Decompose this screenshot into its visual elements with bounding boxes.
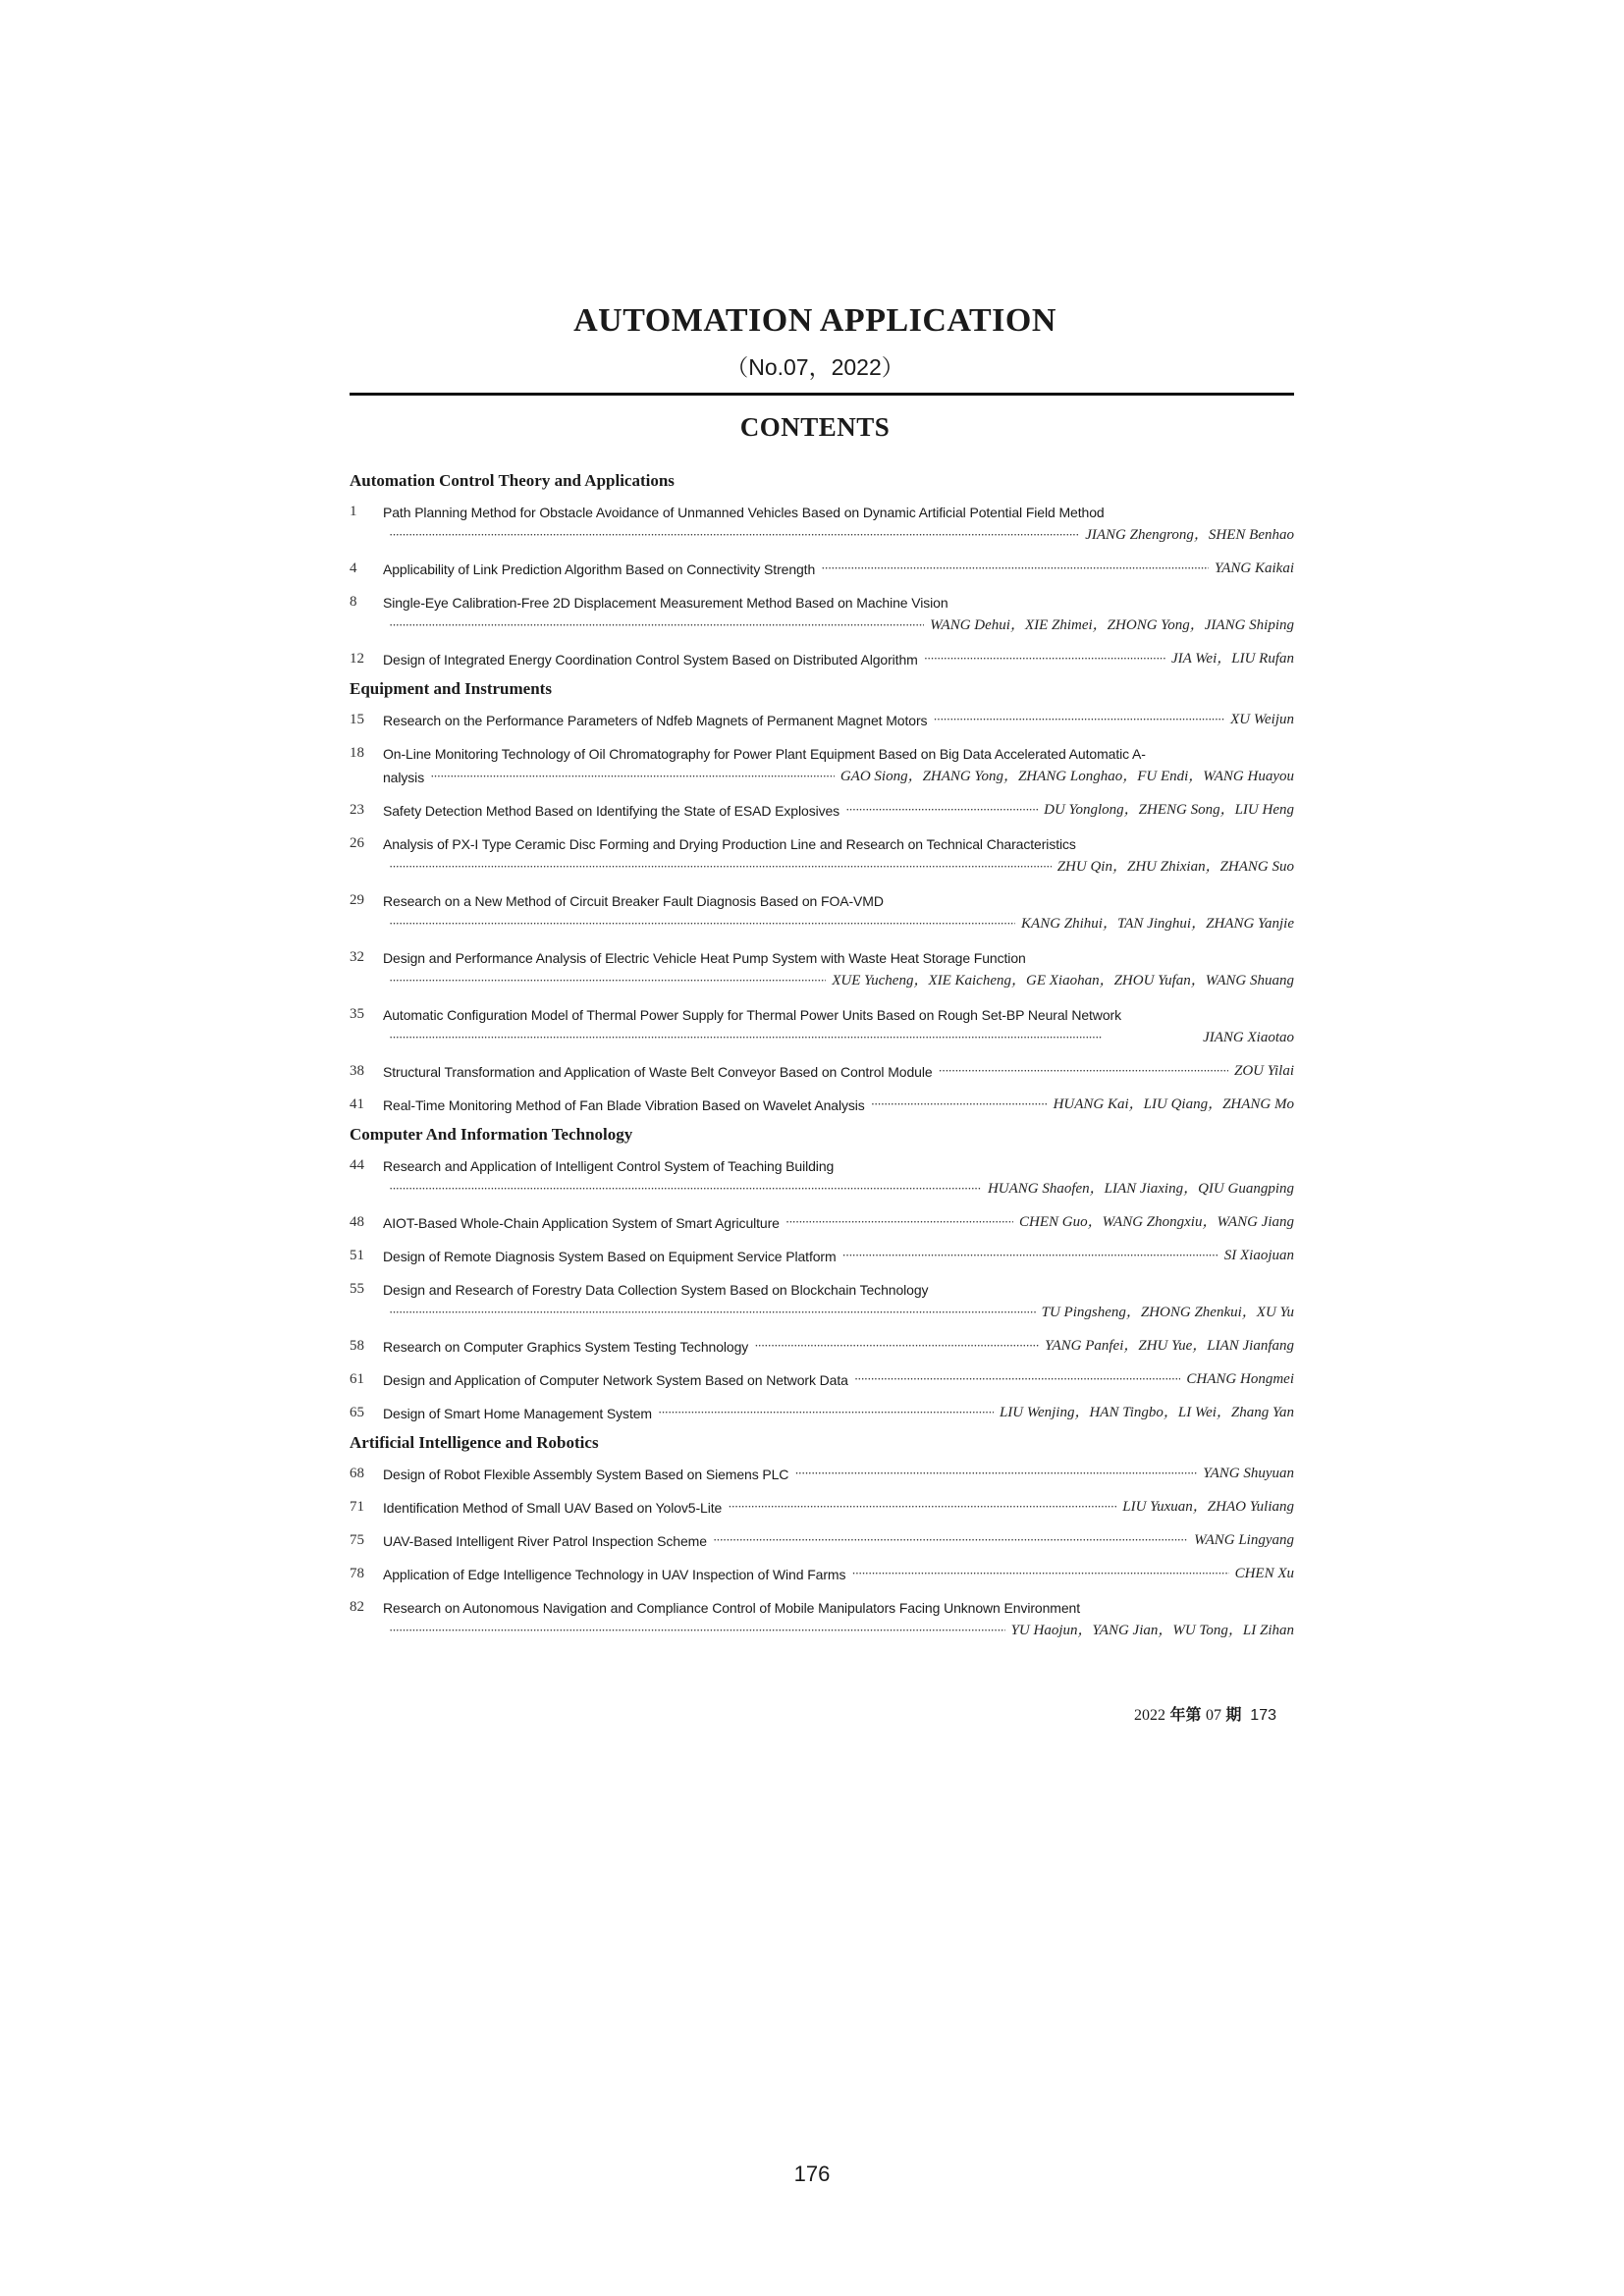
- toc-entry[interactable]: [350, 1492, 1294, 1516]
- toc-entry-continuation: [383, 1616, 1294, 1639]
- entry-authors: LIU Yuxuan，ZHAO Yuliang: [1122, 1499, 1294, 1515]
- entry-page-number: 48: [350, 1214, 364, 1230]
- entry-authors: DU Yonglong，ZHENG Song，LIU Heng: [1044, 802, 1294, 818]
- entry-page-number: 65: [350, 1405, 364, 1420]
- dot-leader: [854, 1370, 1181, 1388]
- entry-authors: KANG Zhihui，TAN Jinghui，ZHANG Yanjie: [1021, 916, 1294, 932]
- toc-entry[interactable]: [350, 1559, 1294, 1582]
- section-heading: Equipment and Instruments: [350, 679, 552, 698]
- toc-entry[interactable]: [350, 1331, 1294, 1355]
- header-rule: [350, 393, 1294, 396]
- toc-entry-continuation: [383, 852, 1294, 876]
- journal-title: AUTOMATION APPLICATION: [573, 302, 1056, 339]
- entry-page-number: 44: [350, 1157, 364, 1173]
- dot-leader: [785, 1213, 1013, 1231]
- dot-leader: [658, 1404, 994, 1421]
- dot-leader: [939, 1062, 1228, 1080]
- entry-title: Design of Smart Home Management System: [383, 1406, 652, 1421]
- entry-title: Research on Autonomous Navigation and Compliance Control of Mobile Manipulators Facing Unknown Environment: [383, 1600, 1081, 1616]
- toc-entry-continuation: [383, 762, 1294, 785]
- entry-page-number: 32: [350, 949, 364, 965]
- entry-authors: ZHU Qin，ZHU Zhixian，ZHANG Suo: [1056, 859, 1294, 875]
- entry-title: Single-Eye Calibration-Free 2D Displacement Measurement Method Based on Machine Vision: [383, 595, 948, 611]
- toc-entry[interactable]: [350, 644, 1294, 667]
- entry-title: Design and Research of Forestry Data Collection System Based on Blockchain Technology: [383, 1282, 929, 1298]
- entry-authors: XUE Yucheng，XIE Kaicheng，GE Xiaohan，ZHOU Yufan，WANG Shuang: [832, 973, 1294, 988]
- entry-authors: JIA Wei，LIU Rufan: [1171, 651, 1294, 667]
- dot-leader: [389, 1304, 1036, 1321]
- dot-leader: [430, 768, 835, 785]
- page-info-issue-suffix: 期: [1225, 1707, 1242, 1724]
- dot-leader: [845, 801, 1038, 819]
- entry-authors: WANG Lingyang: [1194, 1532, 1294, 1548]
- entry-page-number: 78: [350, 1566, 364, 1581]
- issue-number: （No.07，2022）: [726, 354, 904, 380]
- toc-entry[interactable]: [350, 738, 1294, 762]
- entry-page-number: 23: [350, 802, 364, 818]
- page-info: [1134, 1702, 1276, 1725]
- entry-page-number: 82: [350, 1599, 364, 1615]
- toc-entry[interactable]: [350, 942, 1294, 966]
- dot-leader: [389, 1029, 1197, 1046]
- entry-title: On-Line Monitoring Technology of Oil Chromatography for Power Plant Equipment Based on Big Data Accelerated Automatic A-: [383, 746, 1146, 762]
- footer-page-number: 176: [793, 2162, 831, 2186]
- dot-leader: [754, 1337, 1039, 1355]
- entry-title: Path Planning Method for Obstacle Avoidance of Unmanned Vehicles Based on Dynamic Artificial Potential Field Method: [383, 505, 1105, 520]
- toc-entry[interactable]: [350, 1525, 1294, 1549]
- entry-authors: JIANG Zhengrong，SHEN Benhao: [1085, 527, 1294, 543]
- entry-authors: GAO Siong，ZHANG Yong，ZHANG Longhao，FU Endi，WANG Huayou: [839, 769, 1294, 784]
- entry-authors: JIANG Xiaotao: [1203, 1030, 1294, 1045]
- entry-page-number: 4: [350, 561, 357, 576]
- entry-authors: CHANG Hongmei: [1186, 1371, 1294, 1387]
- toc-entry[interactable]: [350, 1090, 1294, 1113]
- entry-authors: SI Xiaojuan: [1223, 1248, 1294, 1263]
- dot-leader: [924, 650, 1165, 667]
- entry-authors: HUANG Shaofen，LIAN Jiaxing，QIU Guangping: [987, 1181, 1294, 1197]
- entry-page-number: 15: [350, 712, 364, 727]
- entry-authors: XU Weijun: [1230, 712, 1294, 727]
- toc-entry[interactable]: [350, 497, 1294, 520]
- dot-leader: [933, 711, 1224, 728]
- toc-entry[interactable]: [350, 1459, 1294, 1482]
- entry-page-number: 18: [350, 745, 364, 761]
- dot-leader: [821, 560, 1209, 577]
- page-info-year: 2022: [1134, 1707, 1165, 1724]
- entry-page-number: 61: [350, 1371, 364, 1387]
- entry-page-number: 41: [350, 1096, 364, 1112]
- toc-entry[interactable]: [350, 828, 1294, 852]
- entry-title: UAV-Based Intelligent River Patrol Inspection Scheme: [383, 1533, 707, 1549]
- dot-leader: [389, 616, 924, 634]
- entry-authors: YU Haojun，YANG Jian，WU Tong，LI Zihan: [1010, 1623, 1294, 1638]
- toc-entry-continuation: [383, 611, 1294, 634]
- toc-entry[interactable]: [350, 885, 1294, 909]
- dot-leader: [389, 858, 1052, 876]
- toc-entry[interactable]: [350, 1150, 1294, 1174]
- dot-leader: [389, 915, 1015, 933]
- dot-leader: [389, 1622, 1005, 1639]
- section-heading: Computer And Information Technology: [350, 1125, 633, 1144]
- entry-authors: CHEN Xu: [1234, 1566, 1294, 1581]
- entry-title: Design and Performance Analysis of Electric Vehicle Heat Pump System with Waste Heat Storage Function: [383, 950, 1026, 966]
- dot-leader: [389, 972, 826, 989]
- entry-page-number: 51: [350, 1248, 364, 1263]
- entry-authors: YANG Panfei，ZHU Yue，LIAN Jianfang: [1045, 1338, 1294, 1354]
- dot-leader: [389, 1180, 982, 1198]
- entry-title: Design of Remote Diagnosis System Based on Equipment Service Platform: [383, 1249, 837, 1264]
- entry-title: Design and Application of Computer Network System Based on Network Data: [383, 1372, 848, 1388]
- toc-entry[interactable]: [350, 1364, 1294, 1388]
- entry-title-continuation: nalysis: [383, 770, 425, 785]
- toc-entry[interactable]: [350, 587, 1294, 611]
- entry-title: Research on a New Method of Circuit Breaker Fault Diagnosis Based on FOA-VMD: [383, 893, 884, 909]
- entry-page-number: 58: [350, 1338, 364, 1354]
- dot-leader: [794, 1465, 1197, 1482]
- toc-entry[interactable]: [350, 1207, 1294, 1231]
- toc-entry[interactable]: [350, 1274, 1294, 1298]
- toc-entry[interactable]: [350, 1398, 1294, 1421]
- entry-title: Research and Application of Intelligent Control System of Teaching Building: [383, 1158, 835, 1174]
- toc-entry[interactable]: [350, 554, 1294, 577]
- entry-authors: HUANG Kai，LIU Qiang，ZHANG Mo: [1053, 1096, 1294, 1112]
- dot-leader: [389, 526, 1079, 544]
- page-info-page-number: 173: [1250, 1707, 1276, 1724]
- entry-title: Automatic Configuration Model of Thermal Power Supply for Thermal Power Units Based on Rough Set-BP Neural Network: [383, 1007, 1121, 1023]
- entry-authors: YANG Kaikai: [1214, 561, 1294, 576]
- entry-page-number: 1: [350, 504, 357, 519]
- dot-leader: [728, 1498, 1116, 1516]
- entry-title: Identification Method of Small UAV Based on Yolov5-Lite: [383, 1500, 723, 1516]
- toc-entry[interactable]: [350, 1056, 1294, 1080]
- dot-leader: [871, 1095, 1048, 1113]
- toc-entry-continuation: [383, 520, 1294, 544]
- entry-page-number: 55: [350, 1281, 364, 1297]
- entry-title: Applicability of Link Prediction Algorithm Based on Connectivity Strength: [383, 561, 816, 577]
- toc-entry[interactable]: [350, 1592, 1294, 1616]
- entry-page-number: 12: [350, 651, 364, 667]
- section-heading: Artificial Intelligence and Robotics: [350, 1433, 599, 1452]
- toc-entry-continuation: [383, 1174, 1294, 1198]
- entry-authors: CHEN Guo，WANG Zhongxiu，WANG Jiang: [1019, 1214, 1294, 1230]
- contents-heading: CONTENTS: [739, 412, 891, 442]
- entry-page-number: 68: [350, 1466, 364, 1481]
- toc-entry[interactable]: [350, 705, 1294, 728]
- entry-page-number: 26: [350, 835, 364, 851]
- entry-title: Research on Computer Graphics System Testing Technology: [383, 1339, 749, 1355]
- dot-leader: [842, 1247, 1218, 1264]
- page-info-issue-number: 07: [1205, 1707, 1221, 1724]
- entry-authors: TU Pingsheng，ZHONG Zhenkui，XU Yu: [1041, 1305, 1294, 1320]
- entry-page-number: 75: [350, 1532, 364, 1548]
- toc-entry[interactable]: [350, 1241, 1294, 1264]
- entry-authors: ZOU Yilai: [1234, 1063, 1294, 1079]
- entry-title: Design of Robot Flexible Assembly System Based on Siemens PLC: [383, 1467, 789, 1482]
- dot-leader: [851, 1565, 1228, 1582]
- entry-title: Research on the Performance Parameters of Ndfeb Magnets of Permanent Magnet Motors: [383, 713, 928, 728]
- toc-entry-continuation: [383, 966, 1294, 989]
- page-info-year-char: 年: [1169, 1707, 1186, 1724]
- entry-page-number: 71: [350, 1499, 364, 1515]
- entry-page-number: 38: [350, 1063, 364, 1079]
- entry-title: Application of Edge Intelligence Technology in UAV Inspection of Wind Farms: [383, 1567, 846, 1582]
- toc-entry-continuation: [383, 1298, 1294, 1321]
- entry-authors: YANG Shuyuan: [1203, 1466, 1294, 1481]
- entry-page-number: 8: [350, 594, 357, 610]
- entry-page-number: 29: [350, 892, 364, 908]
- dot-leader: [713, 1531, 1188, 1549]
- entry-authors: LIU Wenjing，HAN Tingbo，LI Wei，Zhang Yan: [999, 1405, 1294, 1420]
- entry-title: Safety Detection Method Based on Identifying the State of ESAD Explosives: [383, 803, 840, 819]
- entry-authors: WANG Dehui，XIE Zhimei，ZHONG Yong，JIANG Shiping: [930, 617, 1294, 633]
- toc-entry-continuation: [383, 1023, 1294, 1046]
- entry-title: AIOT-Based Whole-Chain Application System of Smart Agriculture: [383, 1215, 780, 1231]
- entry-title: Structural Transformation and Application of Waste Belt Conveyor Based on Control Module: [383, 1064, 933, 1080]
- entry-title: Real-Time Monitoring Method of Fan Blade Vibration Based on Wavelet Analysis: [383, 1097, 865, 1113]
- section-heading: Automation Control Theory and Applications: [350, 471, 675, 490]
- page-info-issue-prefix: 第: [1185, 1707, 1202, 1724]
- entry-title: Design of Integrated Energy Coordination Control System Based on Distributed Algorithm: [383, 652, 918, 667]
- toc-entry[interactable]: [350, 999, 1294, 1023]
- entry-title: Analysis of PX-I Type Ceramic Disc Forming and Drying Production Line and Research on Technical Characteristics: [383, 836, 1076, 852]
- toc-entry-continuation: [383, 909, 1294, 933]
- toc-entry[interactable]: [350, 795, 1294, 819]
- entry-page-number: 35: [350, 1006, 364, 1022]
